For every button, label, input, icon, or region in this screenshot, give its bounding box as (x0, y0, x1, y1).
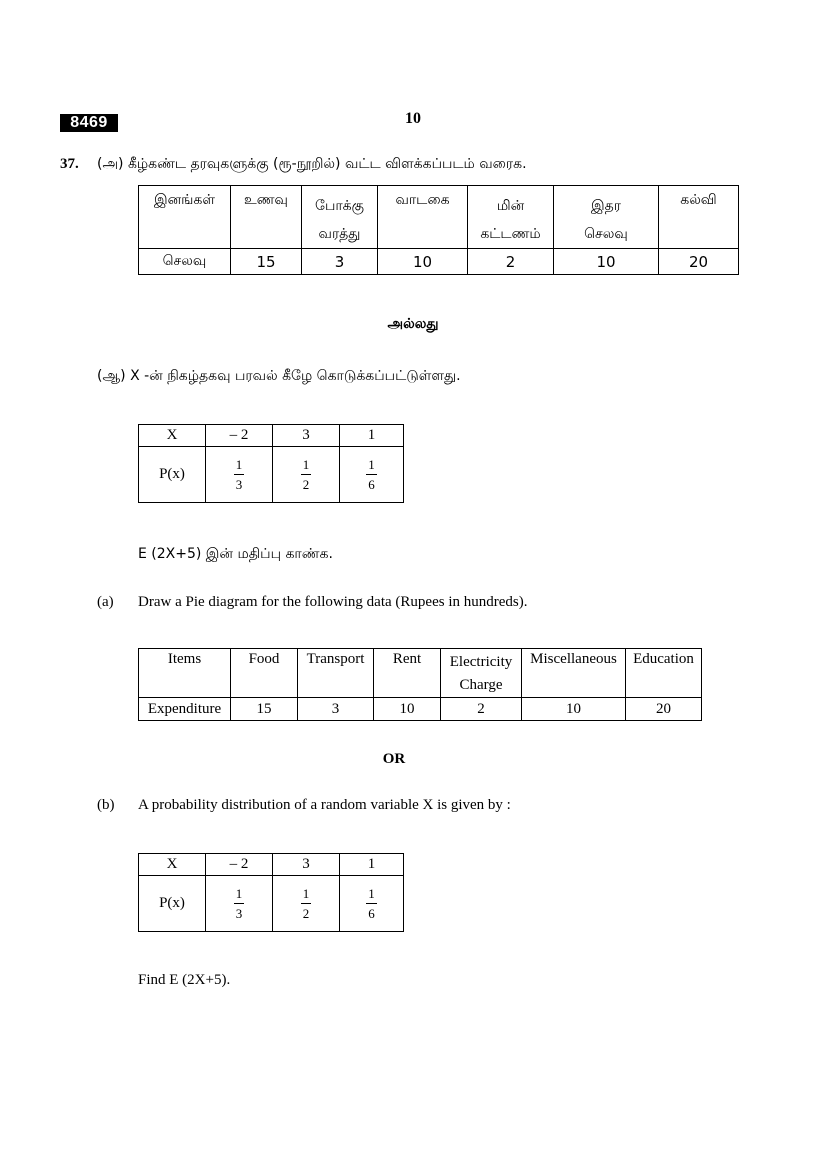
table-row-header: X (139, 425, 206, 447)
fraction: $\frac{1}{3}$ (235, 456, 243, 492)
tamil-expenditure-table (138, 185, 739, 275)
table-cell: Food (231, 649, 298, 698)
english-find-expectation: Find E (2X+5). (138, 972, 231, 988)
table-cell: 10 (554, 249, 659, 275)
fraction: $\frac{1}{3}$ (235, 885, 243, 921)
table-cell: 10 (378, 249, 468, 275)
table-cell (340, 447, 404, 503)
table-cell: – 2 (206, 854, 273, 876)
table-cell: 3 (273, 425, 340, 447)
table-cell: 20 (659, 249, 739, 275)
table-cell: 3 (298, 698, 374, 721)
table-cell: 1 (340, 854, 404, 876)
table-cell (340, 876, 404, 932)
table-cell: Transport (298, 649, 374, 698)
table-cell: மின் கட்டணம் (468, 186, 554, 249)
table-row (139, 649, 702, 698)
tamil-part-a-label: (அ) (97, 156, 124, 172)
tamil-part-b-line (97, 368, 461, 386)
table-cell (206, 447, 273, 503)
english-part-b-text: A probability distribution of a random variable X is given by : (138, 797, 511, 813)
table-cell: Electricity Charge (441, 649, 522, 698)
table-cell: Rent (374, 649, 441, 698)
tamil-or-heading: அல்லது (387, 316, 439, 332)
table-row (139, 186, 739, 249)
table-row-header: Expenditure (139, 698, 231, 721)
table-cell: 3 (273, 854, 340, 876)
table-cell (273, 447, 340, 503)
table-cell (273, 876, 340, 932)
paper-code-badge: 8469 (60, 114, 118, 132)
table-cell: போக்கு வரத்து (302, 186, 378, 249)
table-cell: 1 (340, 425, 404, 447)
table-cell: உணவு (231, 186, 302, 249)
fraction: $\frac{1}{6}$ (368, 885, 375, 921)
table-cell: Education (626, 649, 702, 698)
fraction: $\frac{1}{2}$ (302, 885, 310, 921)
tamil-probability-table (138, 424, 404, 503)
table-cell: 15 (231, 698, 298, 721)
table-cell: கல்வி (659, 186, 739, 249)
question-number: 37. (60, 156, 79, 172)
english-part-b-label: (b) (97, 797, 115, 813)
english-or-heading: OR (382, 751, 406, 767)
table-row-header: செலவு (139, 249, 231, 275)
table-cell: வாடகை (378, 186, 468, 249)
table-row (139, 249, 739, 275)
table-row-header: P(x) (139, 447, 206, 503)
tamil-part-a-line (97, 156, 527, 174)
tamil-part-b-text: X -ன் நிகழ்தகவு பரவல் கீழே கொடுக்கப்பட்டுள்ளது. (130, 368, 461, 384)
table-row (139, 425, 404, 447)
table-cell: 2 (468, 249, 554, 275)
tamil-part-a-text: கீழ்கண்ட தரவுகளுக்கு (ரூ-நூறில்) வட்ட விளக்கப்படம் வரைக. (127, 156, 527, 172)
table-cell: 20 (626, 698, 702, 721)
table-row (139, 447, 404, 503)
table-cell: Miscellaneous (522, 649, 626, 698)
english-expenditure-table (138, 648, 702, 721)
fraction: $\frac{1}{6}$ (368, 456, 375, 492)
table-row (139, 698, 702, 721)
tamil-find-expectation: E (2X+5) இன் மதிப்பு காண்க. (138, 546, 333, 562)
table-row-header: P(x) (139, 876, 206, 932)
table-cell (206, 876, 273, 932)
table-cell: 10 (374, 698, 441, 721)
table-cell: இதர செலவு (554, 186, 659, 249)
english-part-a-text: Draw a Pie diagram for the following data (Rupees in hundreds). (138, 594, 528, 610)
table-cell: 3 (302, 249, 378, 275)
fraction: $\frac{1}{2}$ (302, 456, 310, 492)
page-number: 10 (405, 110, 421, 127)
table-cell: – 2 (206, 425, 273, 447)
table-cell: 15 (231, 249, 302, 275)
english-part-a-label: (a) (97, 594, 114, 610)
table-cell: 10 (522, 698, 626, 721)
tamil-part-b-label: (ஆ) (97, 368, 126, 384)
table-row-header: Items (139, 649, 231, 698)
table-row-header: X (139, 854, 206, 876)
table-row (139, 854, 404, 876)
table-cell: 2 (441, 698, 522, 721)
table-row (139, 876, 404, 932)
table-row-header: இனங்கள் (139, 186, 231, 249)
english-probability-table (138, 853, 404, 932)
